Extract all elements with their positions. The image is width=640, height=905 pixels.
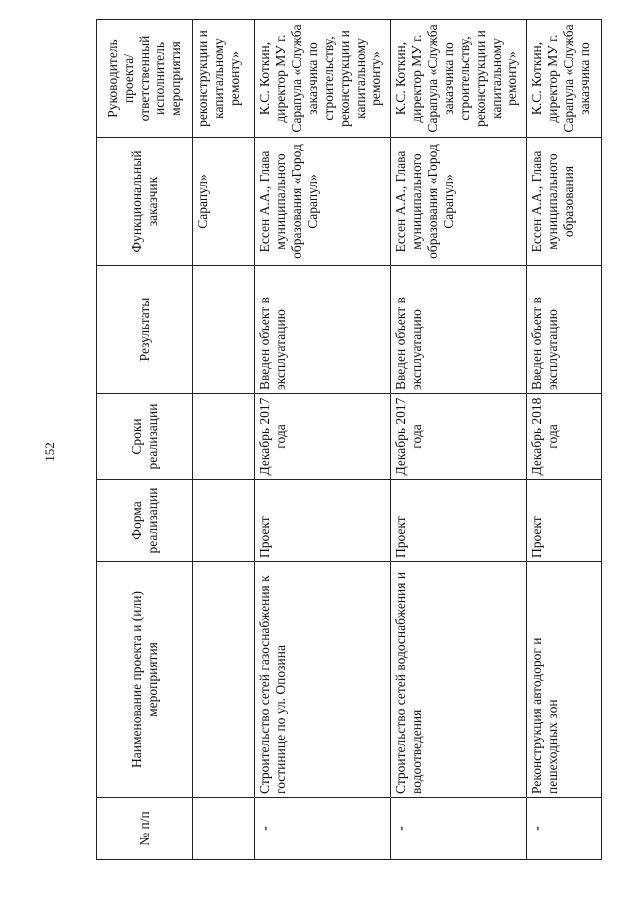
- header-num: № п/п: [97, 798, 193, 860]
- table-row: [527, 20, 602, 860]
- row-customer: Ессен А.А., Глава муниципального образования «Город Сарапул»: [255, 138, 391, 266]
- header-head: Руководитель проекта/ ответственный исполнитель мероприятия: [97, 20, 193, 138]
- row-term: Декабрь 2017 года: [391, 394, 527, 480]
- row-term: Декабрь 2018 года: [527, 394, 602, 480]
- row-result: [193, 266, 255, 394]
- row-result: Введен объект в эксплуатацию: [391, 266, 527, 394]
- header-customer: Функциональный заказчик: [97, 138, 193, 266]
- row-num: [193, 798, 255, 860]
- row-num: -: [527, 798, 602, 860]
- table-row: [255, 20, 391, 860]
- header-term: Сроки реализации: [97, 394, 193, 480]
- row-form: Проект: [391, 480, 527, 562]
- row-customer: Ессен А.А., Глава муниципального образования «Город Сарапул»: [391, 138, 527, 266]
- row-name: [193, 562, 255, 798]
- row-term: Декабрь 2017 года: [255, 394, 391, 480]
- row-form: Проект: [527, 480, 602, 562]
- row-customer: Ессен А.А., Глава муниципального образования: [527, 138, 602, 266]
- header-form: Форма реализации: [97, 480, 193, 562]
- row-num: -: [255, 798, 391, 860]
- row-name: Реконструкция автодорог и пешеходных зон: [527, 562, 602, 798]
- row-term: [193, 394, 255, 480]
- row-head: реконструкции и капитальному ремонту»: [193, 20, 255, 138]
- row-result: Введен объект в эксплуатацию: [255, 266, 391, 394]
- project-table: [96, 19, 602, 860]
- row-form: Проект: [255, 480, 391, 562]
- table-row: [193, 20, 255, 860]
- header-row: [97, 20, 193, 860]
- row-result: Введен объект в эксплуатацию: [527, 266, 602, 394]
- row-head: К.С. Коткин, директор МУ г. Сарапула «Служба заказчика по строительству, реконструкции и капитальному ремонту»: [391, 20, 527, 138]
- header-name: Наименование проекта и (или) мероприятия: [97, 562, 193, 798]
- page-number: 152: [42, 442, 57, 462]
- row-head: К.С. Коткин, директор МУ г. Сарапула «Служба заказчика по: [527, 20, 602, 138]
- row-head: К.С. Коткин, директор МУ г. Сарапула «Служба заказчика по строительству, реконструкции и капитальному ремонту»: [255, 20, 391, 138]
- row-name: Строительство сетей водоснабжения и водоотведения: [391, 562, 527, 798]
- row-num: -: [391, 798, 527, 860]
- row-form: [193, 480, 255, 562]
- table-row: [391, 20, 527, 860]
- row-customer: Сарапул»: [193, 138, 255, 266]
- project-table-sheet: [96, 20, 601, 860]
- header-result: Результаты: [97, 266, 193, 394]
- row-name: Строительство сетей газоснабжения к гостинице по ул. Опозина: [255, 562, 391, 798]
